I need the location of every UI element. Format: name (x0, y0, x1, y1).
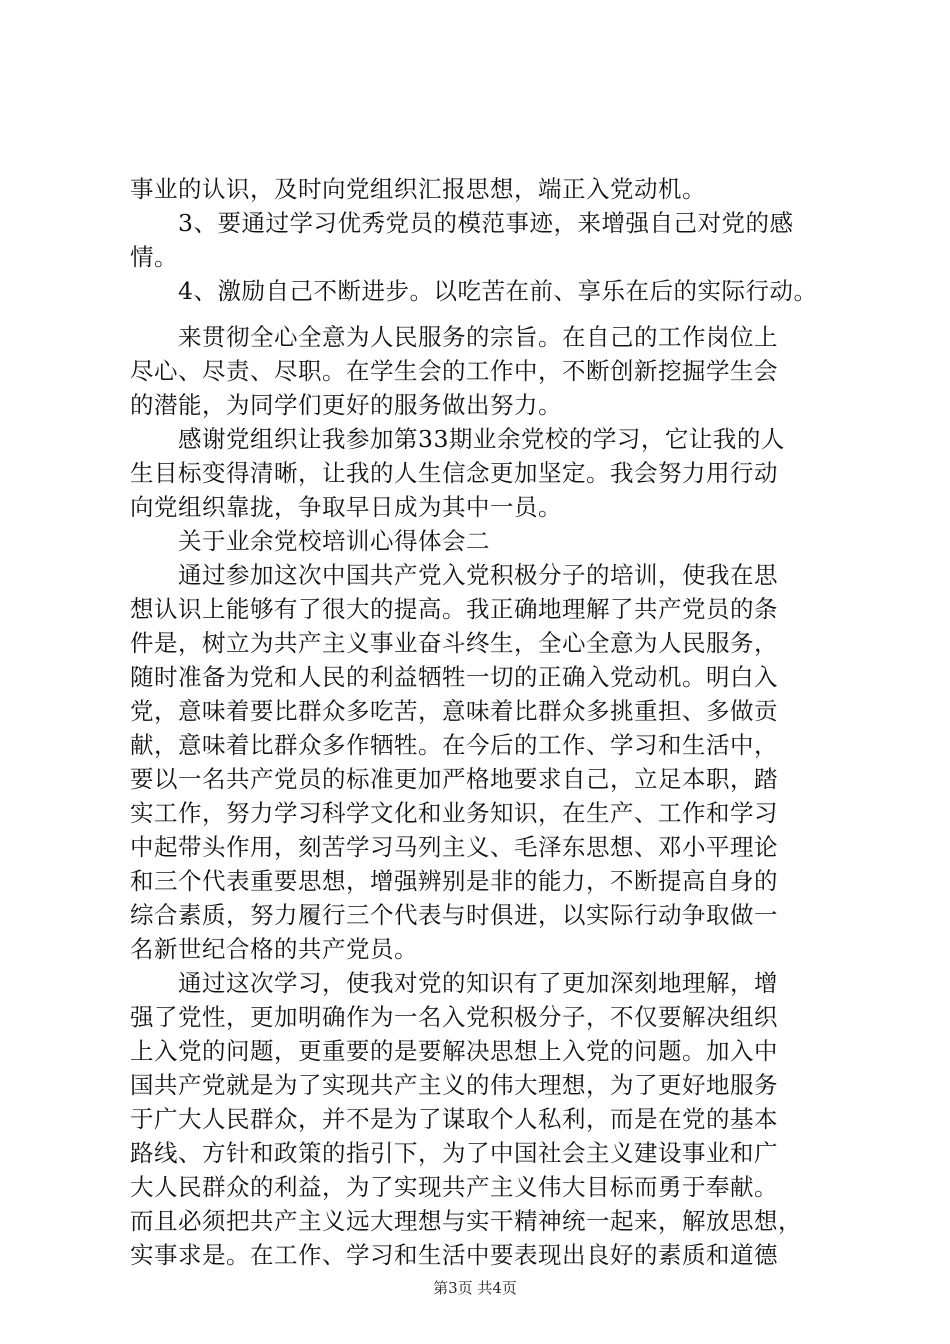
text-line: 党，意味着要比群众多吃苦，意味着比群众多挑重担、多做贡 (130, 697, 778, 725)
text-line: 强了党性，更加明确作为一名入党积极分子，不仅要解决组织 (130, 1003, 778, 1031)
text-line: 情。 (130, 243, 178, 271)
document-body (130, 172, 838, 1272)
text-line: 3、要通过学习优秀党员的模范事迹，来增强自己对党的感 (178, 209, 794, 237)
text-line: 来贯彻全心全意为人民服务的宗旨。在自己的工作岗位上 (178, 323, 778, 351)
text-line: 国共产党就是为了实现共产主义的伟大理想，为了更好地服务 (130, 1071, 778, 1099)
text-line: 路线、方针和政策的指引下，为了中国社会主义建设事业和广 (130, 1139, 778, 1167)
text-line: 通过这次学习，使我对党的知识有了更加深刻地理解，增 (178, 969, 778, 997)
text-line: 生目标变得清晰，让我的人生信念更加坚定。我会努力用行动 (130, 459, 778, 487)
text-line: 要以一名共产党员的标准更加严格地要求自己，立足本职，踏 (130, 765, 778, 793)
text-line: 和三个代表重要思想，增强辨别是非的能力，不断提高自身的 (130, 867, 778, 895)
text-line: 的潜能，为同学们更好的服务做出努力。 (130, 391, 562, 419)
text-line: 大人民群众的利益，为了实现共产主义伟大目标而勇于奉献。 (130, 1173, 778, 1201)
page-number-footer: 第3页 共4页 (433, 1279, 517, 1297)
text-line: 4、激励自己不断进步。以吃苦在前、享乐在后的实际行动。 (178, 277, 818, 305)
text-line: 综合素质，努力履行三个代表与时俱进，以实际行动争取做一 (130, 901, 778, 929)
text-line: 中起带头作用，刻苦学习马列主义、毛泽东思想、邓小平理论 (130, 833, 778, 861)
text-line: 尽心、尽责、尽职。在学生会的工作中，不断创新挖掘学生会 (130, 357, 778, 385)
text-line: 想认识上能够有了很大的提高。我正确地理解了共产党员的条 (130, 595, 778, 623)
text-line: 通过参加这次中国共产党入党积极分子的培训，使我在思 (178, 561, 778, 589)
section-heading: 关于业余党校培训心得体会二 (178, 527, 490, 555)
text-line: 献，意味着比群众多作牺牲。在今后的工作、学习和生活中， (130, 731, 778, 759)
text-line: 上入党的问题，更重要的是要解决思想上入党的问题。加入中 (130, 1037, 778, 1065)
text-line: 感谢党组织让我参加第33期业余党校的学习，它让我的人 (178, 425, 785, 453)
text-line: 实事求是。在工作、学习和生活中要表现出良好的素质和道德 (130, 1241, 778, 1269)
text-line: 向党组织靠拢，争取早日成为其中一员。 (130, 493, 562, 521)
text-line: 事业的认识，及时向党组织汇报思想，端正入党动机。 (130, 175, 706, 203)
text-line: 件是，树立为共产主义事业奋斗终生，全心全意为人民服务， (130, 629, 778, 657)
text-line: 于广大人民群众，并不是为了谋取个人私利，而是在党的基本 (130, 1105, 778, 1133)
text-line: 随时准备为党和人民的利益牺牲一切的正确入党动机。明白入 (130, 663, 778, 691)
paragraph-gap (130, 308, 838, 320)
text-line: 名新世纪合格的共产党员。 (130, 935, 418, 963)
text-line: 而且必须把共产主义远大理想与实干精神统一起来，解放思想， (130, 1207, 802, 1235)
text-line: 实工作，努力学习科学文化和业务知识，在生产、工作和学习 (130, 799, 778, 827)
